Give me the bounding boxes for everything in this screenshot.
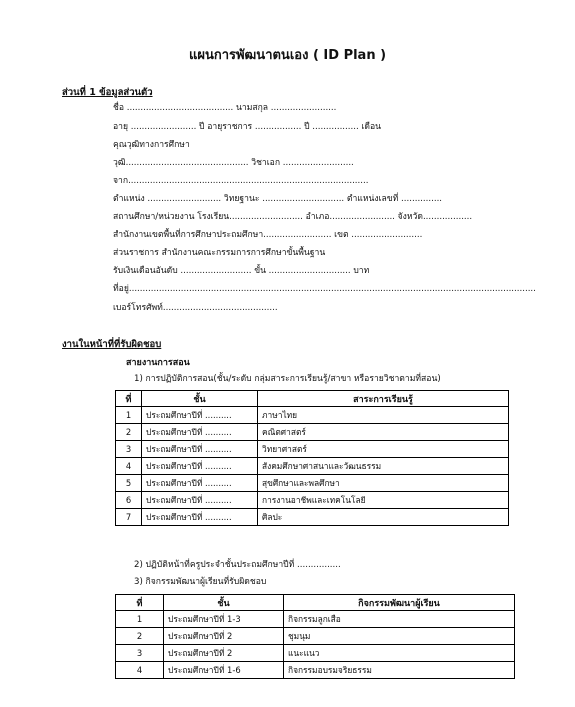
document-title: แผนการพัฒนาตนเอง ( ID Plan ) [188, 48, 387, 63]
activity-table-header [116, 595, 515, 611]
field-position: ตำแหน่ง ........................... วิทยฐานะ .............................. ตำแหน่งเลขที่ ............... [113, 194, 443, 204]
field-school: สถานศึกษา/หน่วยงาน โรงเรียน........................... อำเภอ........................ จังหวัด.................. [113, 212, 473, 222]
field-agency: ส่วนราชการ สำนักงานคณะกรรมการการศึกษาขั้นพื้นฐาน [113, 248, 326, 258]
item1-text: 1) การปฏิบัติการสอน(ชั้น/ระดับ กลุ่มสาระการเรียนรู้/สาขา หรือรายวิชาตามที่สอน) [134, 374, 441, 384]
cell-no: 6 [116, 492, 142, 509]
field-address: ที่อยู่..................................................................................................................................................... [113, 284, 536, 294]
table-row [116, 407, 509, 424]
cell-activity: แนะแนว [284, 645, 515, 662]
field-salary: รับเงินเดือนอันดับ .......................... ขั้น .............................. บาท [113, 266, 370, 276]
col-header-no: ที่ [116, 595, 164, 611]
cell-grade: ประถมศึกษาปีที่ .......... [142, 475, 258, 492]
cell-grade: ประถมศึกษาปีที่ .......... [142, 492, 258, 509]
cell-no: 1 [116, 611, 164, 628]
field-education-label: คุณวุฒิทางการศึกษา [113, 140, 190, 150]
cell-activity: ชุมนุม [284, 628, 515, 645]
section2-subheading: สายงานการสอน [126, 358, 190, 368]
cell-no: 1 [116, 407, 142, 424]
cell-subject: สังคมศึกษาศาสนาและวัฒนธรรม [258, 458, 509, 475]
field-name: ชื่อ ....................................... นามสกุล ........................ [113, 103, 337, 113]
table-row [116, 492, 509, 509]
table-row [116, 628, 515, 645]
cell-no: 4 [116, 662, 164, 679]
item2-text: 2) ปฏิบัติหน้าที่ครูประจำชั้นประถมศึกษาปีที่ ................ [134, 560, 341, 570]
col-header-grade: ชั้น [164, 595, 284, 611]
field-area-office: สำนักงานเขตพื้นที่การศึกษาประถมศึกษา......................... เขต .......................... [113, 230, 423, 240]
cell-subject: คณิตศาสตร์ [258, 424, 509, 441]
item3-text: 3) กิจกรรมพัฒนาผู้เรียนที่รับผิดชอบ [134, 577, 267, 587]
cell-grade: ประถมศึกษาปีที่ 2 [164, 645, 284, 662]
activity-table [115, 594, 515, 679]
cell-grade: ประถมศึกษาปีที่ 1-6 [164, 662, 284, 679]
cell-grade: ประถมศึกษาปีที่ .......... [142, 509, 258, 526]
table-row [116, 475, 509, 492]
col-header-no: ที่ [116, 391, 142, 407]
table-row [116, 662, 515, 679]
cell-subject: ภาษาไทย [258, 407, 509, 424]
cell-grade: ประถมศึกษาปีที่ 1-3 [164, 611, 284, 628]
cell-no: 7 [116, 509, 142, 526]
field-age: อายุ ........................ ปี อายุราชการ ................. ปี ................. เดือน [113, 122, 381, 132]
cell-grade: ประถมศึกษาปีที่ .......... [142, 458, 258, 475]
cell-subject: การงานอาชีพและเทคโนโลยี [258, 492, 509, 509]
section2-heading: งานในหน้าที่ที่รับผิดชอบ [62, 339, 162, 350]
table-row [116, 458, 509, 475]
cell-no: 2 [116, 628, 164, 645]
cell-grade: ประถมศึกษาปีที่ .......... [142, 424, 258, 441]
table-row [116, 611, 515, 628]
cell-subject: วิทยาศาสตร์ [258, 441, 509, 458]
section1-heading: ส่วนที่ 1 ข้อมูลส่วนตัว [62, 87, 153, 98]
cell-no: 5 [116, 475, 142, 492]
cell-no: 2 [116, 424, 142, 441]
cell-no: 3 [116, 645, 164, 662]
table-row [116, 645, 515, 662]
cell-grade: ประถมศึกษาปีที่ .......... [142, 441, 258, 458]
teaching-table [115, 390, 509, 526]
col-header-grade: ชั้น [142, 391, 258, 407]
cell-no: 3 [116, 441, 142, 458]
cell-grade: ประถมศึกษาปีที่ .......... [142, 407, 258, 424]
table-row [116, 509, 509, 526]
col-header-subject: สาระการเรียนรู้ [258, 391, 509, 407]
col-header-activity: กิจกรรมพัฒนาผู้เรียน [284, 595, 515, 611]
teaching-table-header [116, 391, 509, 407]
cell-subject: สุขศึกษาและพลศึกษา [258, 475, 509, 492]
field-from: จาก........................................................................................ [113, 176, 369, 186]
field-degree: วุฒิ............................................. วิชาเอก .......................... [113, 158, 354, 168]
cell-subject: ศิลปะ [258, 509, 509, 526]
field-phone: เบอร์โทรศัพท์.......................................... [113, 303, 278, 313]
cell-activity: กิจกรรมอบรมจริยธรรม [284, 662, 515, 679]
cell-activity: กิจกรรมลูกเสือ [284, 611, 515, 628]
table-row [116, 441, 509, 458]
table-row [116, 424, 509, 441]
cell-grade: ประถมศึกษาปีที่ 2 [164, 628, 284, 645]
cell-no: 4 [116, 458, 142, 475]
